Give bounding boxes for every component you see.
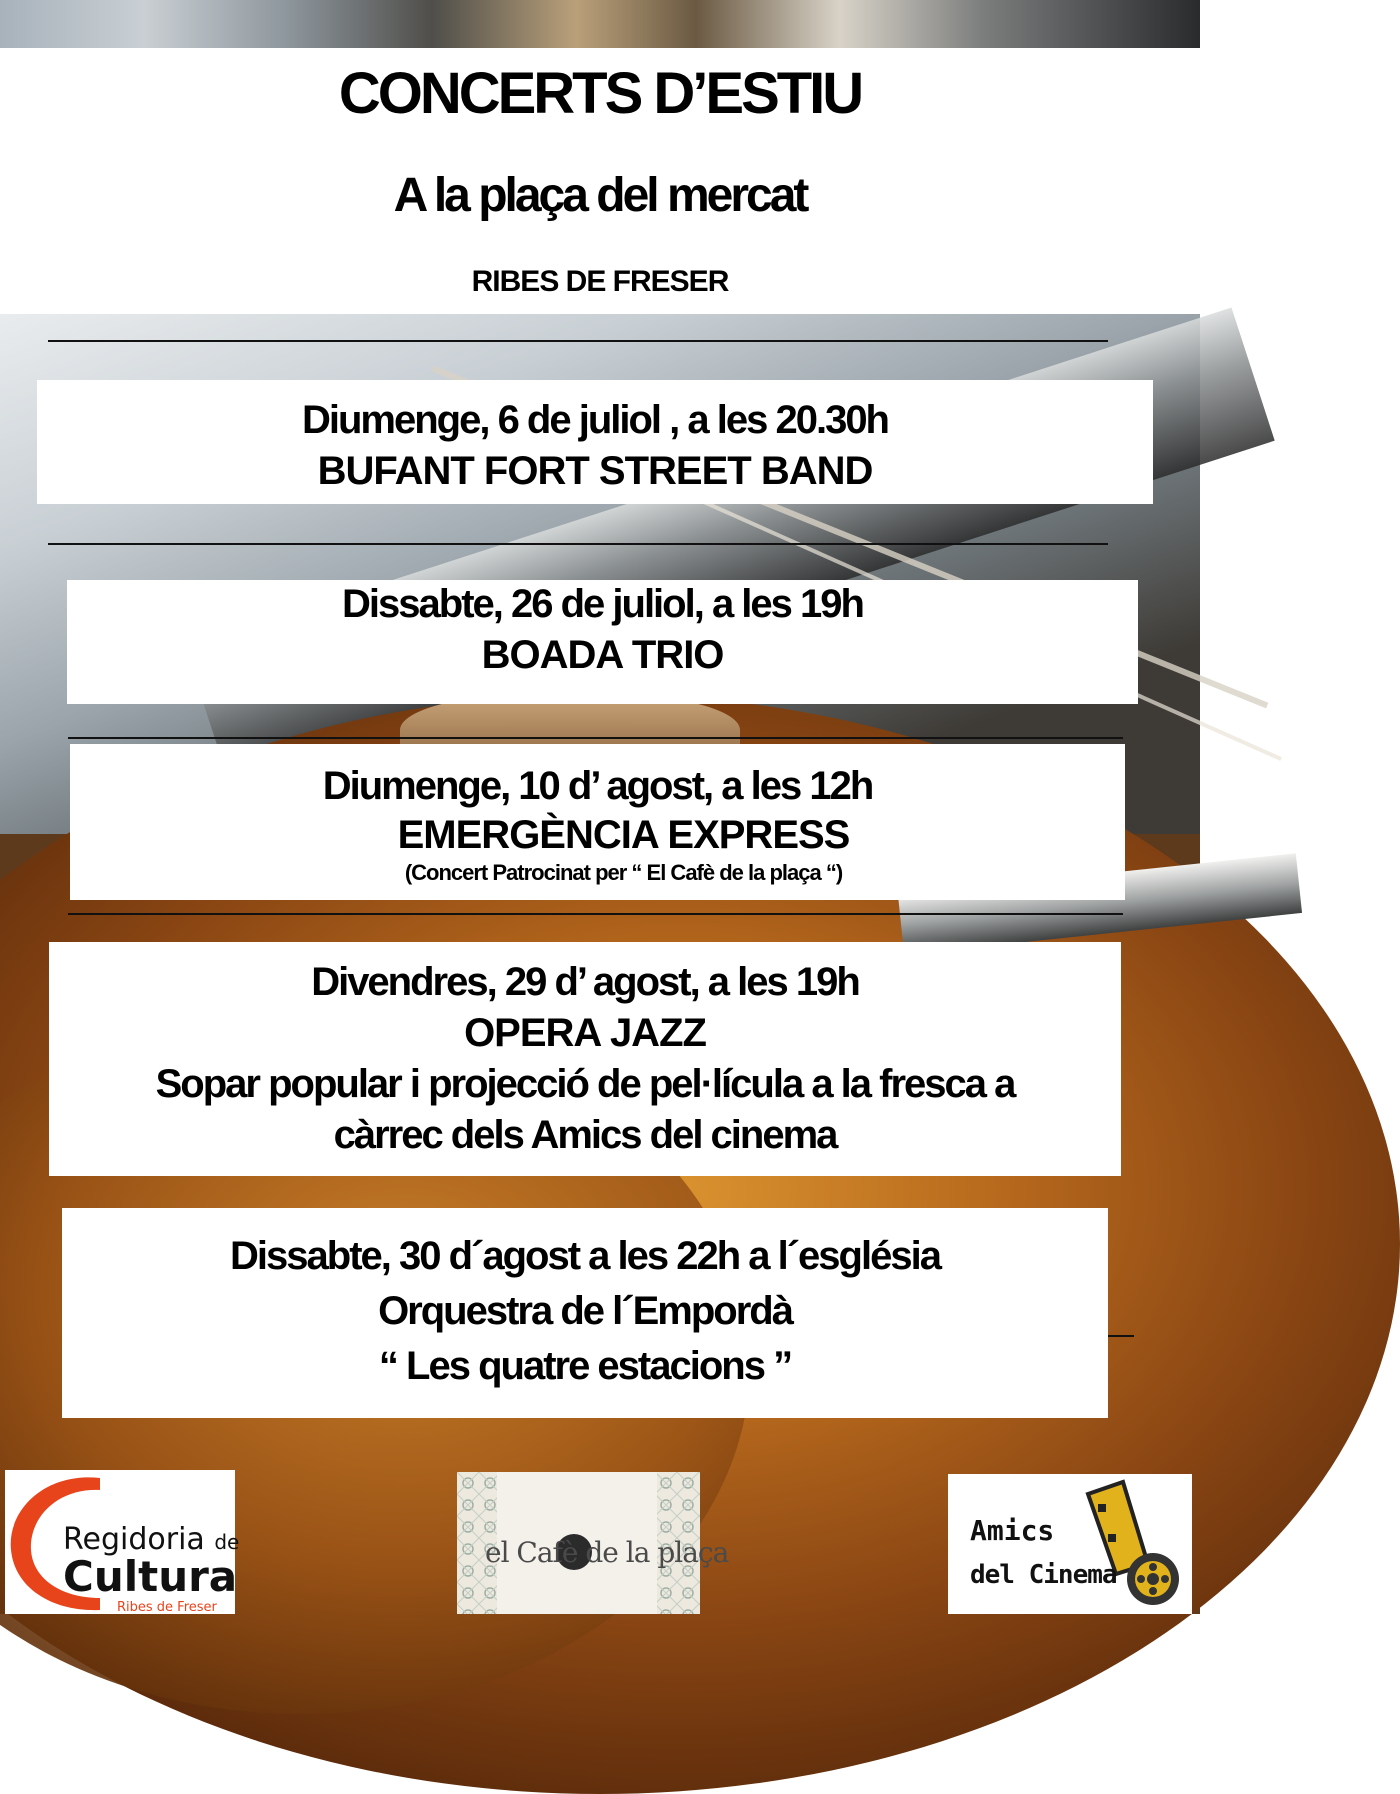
amics-line1: Amics: [970, 1514, 1055, 1547]
event-date: Dissabte, 30 d´agost a les 22h a l´església: [230, 1234, 940, 1278]
event-extra-line-1: “ Les quatre estacions ”: [378, 1344, 792, 1388]
event-act: OPERA JAZZ: [464, 1011, 706, 1055]
poster-town: RIBES DE FRESER: [471, 265, 729, 298]
divider-line: [68, 913, 1123, 915]
amics-line2: del Cinema: [970, 1560, 1117, 1590]
event-date: Divendres, 29 d’ agost, a les 19h: [311, 960, 859, 1004]
cafe-plaça-logo: [457, 1472, 729, 1614]
top-photo-strip: [0, 0, 1200, 48]
event-card-2: [67, 580, 1138, 704]
divider-line: [68, 737, 1123, 739]
divider-line: [48, 543, 1108, 545]
event-date: Dissabte, 26 de juliol, a les 19h: [342, 582, 863, 626]
event-card-5: [62, 1208, 1108, 1418]
event-card-1: [37, 380, 1153, 504]
amics-del-cinema-logo: [948, 1474, 1192, 1614]
divider-line: [48, 340, 1108, 342]
event-sponsor-note: (Concert Patrocinat per “ El Cafè de la plaça “): [404, 860, 843, 885]
event-date: Diumenge, 10 d’ agost, a les 12h: [322, 764, 873, 808]
cultura-line2: Cultura: [63, 1552, 238, 1601]
regidoria-cultura-logo: [5, 1470, 240, 1615]
event-extra-line-2: càrrec dels Amics del cinema: [333, 1113, 837, 1157]
cultura-line1b: de: [214, 1530, 240, 1554]
event-date: Diumenge, 6 de juliol , a les 20.30h: [301, 398, 888, 442]
cultura-line1: Regidoria: [63, 1522, 205, 1557]
poster-subtitle: A la plaça del mercat: [393, 169, 807, 222]
poster-title: CONCERTS D’ESTIU: [338, 61, 862, 126]
cultura-line3: Ribes de Freser: [117, 1600, 217, 1615]
event-card-4: [49, 942, 1121, 1176]
event-act: Orquestra de l´Empordà: [378, 1289, 792, 1333]
event-act: EMERGÈNCIA EXPRESS: [397, 813, 850, 857]
event-act: BOADA TRIO: [481, 633, 724, 677]
event-extra-line-1: Sopar popular i projecció de pel·lícula a la fresca a: [155, 1062, 1015, 1106]
event-card-3: [70, 744, 1125, 900]
cafe-logo-text: el Cafè de la plaça: [485, 1536, 729, 1569]
event-act: BUFANT FORT STREET BAND: [317, 449, 873, 493]
